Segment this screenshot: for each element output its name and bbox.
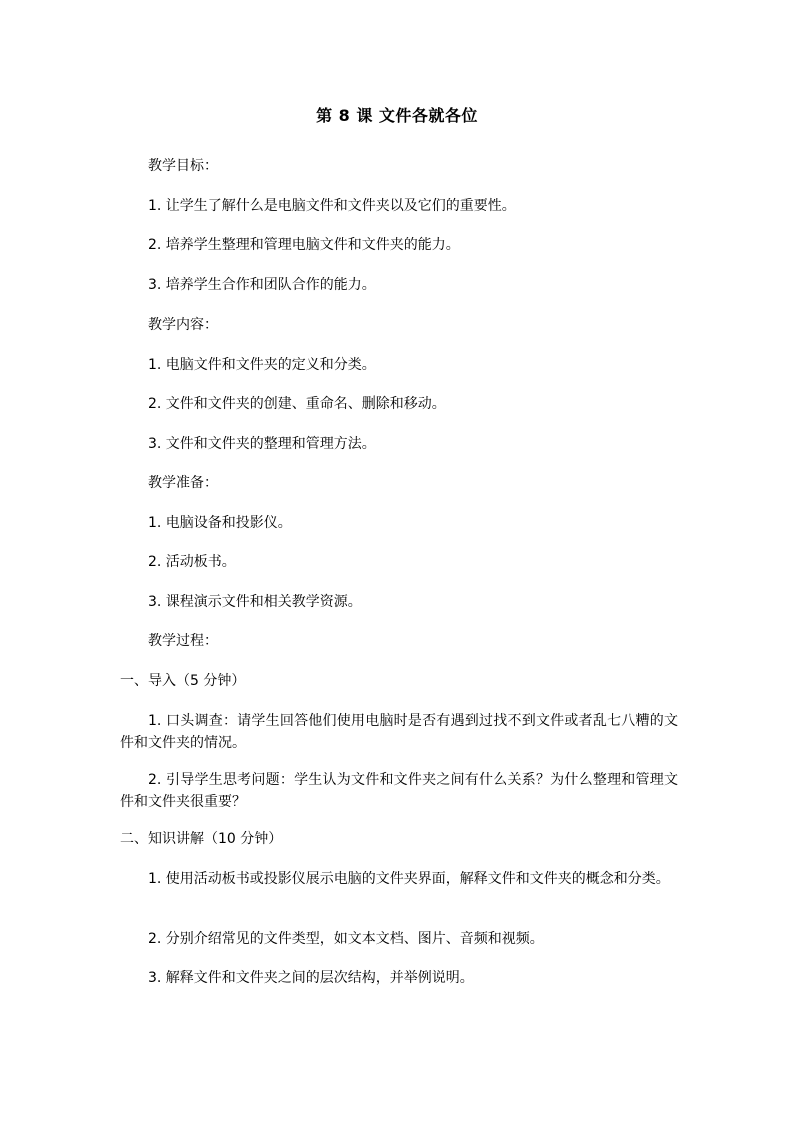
section-heading-intro: 一、导入（5 分钟） xyxy=(120,673,246,689)
prep-item: 2. 活动板书。 xyxy=(148,554,236,570)
goal-item: 3. 培养学生合作和团队合作的能力。 xyxy=(148,277,376,293)
process-paragraph: 2. 分别介绍常见的文件类型，如文本文档、图片、音频和视频。 xyxy=(148,931,544,947)
prep-heading: 教学准备： xyxy=(148,475,218,491)
process-paragraph: 1. 口头调查：请学生回答他们使用电脑时是否有遇到过找不到文件或者乱七八糟的文件和文件夹的情况。 xyxy=(120,713,678,751)
content-item: 3. 文件和文件夹的整理和管理方法。 xyxy=(148,436,376,452)
section-heading-lecture: 二、知识讲解（10 分钟） xyxy=(120,831,283,847)
page-title: 第 8 课 文件各就各位 xyxy=(316,106,478,125)
content-item: 1. 电脑文件和文件夹的定义和分类。 xyxy=(148,357,376,373)
goals-heading: 教学目标： xyxy=(148,158,218,174)
process-paragraph: 1. 使用活动板书或投影仪展示电脑的文件夹界面，解释文件和文件夹的概念和分类。 xyxy=(148,871,670,887)
process-paragraph: 2. 引导学生思考问题：学生认为文件和文件夹之间有什么关系？为什么整理和管理文件和文件夹很重要？ xyxy=(120,772,678,810)
content-heading: 教学内容： xyxy=(148,317,218,333)
process-heading: 教学过程： xyxy=(148,633,218,649)
goal-item: 2. 培养学生整理和管理电脑文件和文件夹的能力。 xyxy=(148,237,460,253)
content-item: 2. 文件和文件夹的创建、重命名、删除和移动。 xyxy=(148,396,446,412)
goal-item: 1. 让学生了解什么是电脑文件和文件夹以及它们的重要性。 xyxy=(148,198,516,214)
prep-item: 1. 电脑设备和投影仪。 xyxy=(148,515,292,531)
process-paragraph: 3. 解释文件和文件夹之间的层次结构，并举例说明。 xyxy=(148,970,474,986)
prep-item: 3. 课程演示文件和相关教学资源。 xyxy=(148,594,362,610)
